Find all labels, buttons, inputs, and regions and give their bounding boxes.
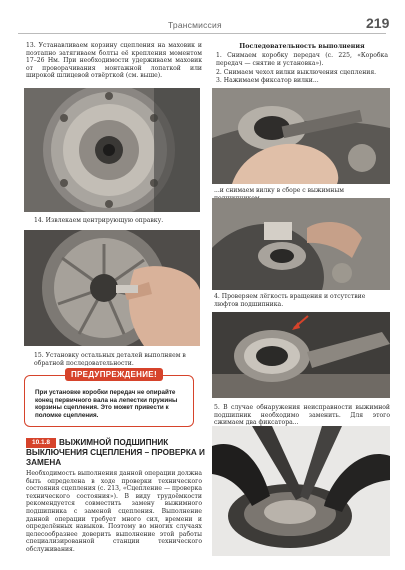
warning-box <box>24 370 194 427</box>
photo-mandrel-removal <box>24 230 200 346</box>
header-divider <box>18 33 386 34</box>
step-2-text: 2. Снимаем чехол вилки выключения сцепления. <box>216 69 377 76</box>
step-4-text: 4. Проверяем лёгкость вращения и отсутствие люфтов подшипника. <box>214 293 366 308</box>
warning-title: ПРЕДУПРЕЖДЕНИЕ! <box>65 368 163 381</box>
step-15-text: 15. Установку остальных деталей выполняем в обратной последовательности. <box>34 352 186 367</box>
photo-fork-latch <box>212 88 390 184</box>
photo-latch-squeeze <box>212 426 390 556</box>
step-1-text: 1. Снимаем коробку передач (с. 225, «Коробка передач — снятие и установка»). <box>216 52 388 67</box>
page-number: 219 <box>366 15 390 31</box>
photo-clutch-basket <box>24 88 200 212</box>
section-heading: ВЫЖИМНОЙ ПОДШИПНИК ВЫКЛЮЧЕНИЯ СЦЕПЛЕНИЯ – ПРОВЕРКА И ЗАМЕНА <box>26 438 205 467</box>
photo-fork-removed <box>212 198 390 290</box>
step-5-text: 5. В случае обнаружения неисправности выжимной подшипник необходимо заменить. Для этого сжимаем два фиксатора... <box>214 404 390 427</box>
step-13-text: 13. Устанавливаем корзину сцепления на маховик и поэтапно затягиваем болты её крепления моментом 17–26 Нм. При необходимости удерживаем маховик от проворачивания монтажной лопаткой или широкой шлицевой отвёрткой (см. выше). <box>26 42 202 80</box>
step-3-text: 3. Нажимаем фиксатор вилки... <box>216 77 319 84</box>
section-title: Трансмиссия <box>168 20 222 30</box>
photo-bearing-check <box>212 312 390 398</box>
warning-text: При установке коробки передач не опирайте конец первичного вала на лепестки пружины корзины сцепления. Это может привести к поломке сцепления. <box>35 389 178 419</box>
intro-text: Необходимость выполнения данной операции должна быть определена в ходе проверки технического состояния сцепления (с. 213, «Сцепление — проверка технического состояния»). В виду трудоёмкости рекомендуется совместить замену выжимного подшипника с заменой сцепления. Выполнение данной операции требует много сил, времени и определённых навыков. Поэтому во многих случаях целесообразнее доверить выполнение этой работы специализированной станции технического обслуживания. <box>26 470 202 553</box>
section-number: 10.1.8 <box>26 438 56 448</box>
sequence-heading: Последовательность выполнения <box>239 43 365 50</box>
step-14-text: 14. Извлекаем центрирующую оправку. <box>34 217 164 224</box>
page-header <box>0 0 405 34</box>
step-3b-text: ...и снимаем вилку в сборе с выжимным <box>214 187 344 194</box>
